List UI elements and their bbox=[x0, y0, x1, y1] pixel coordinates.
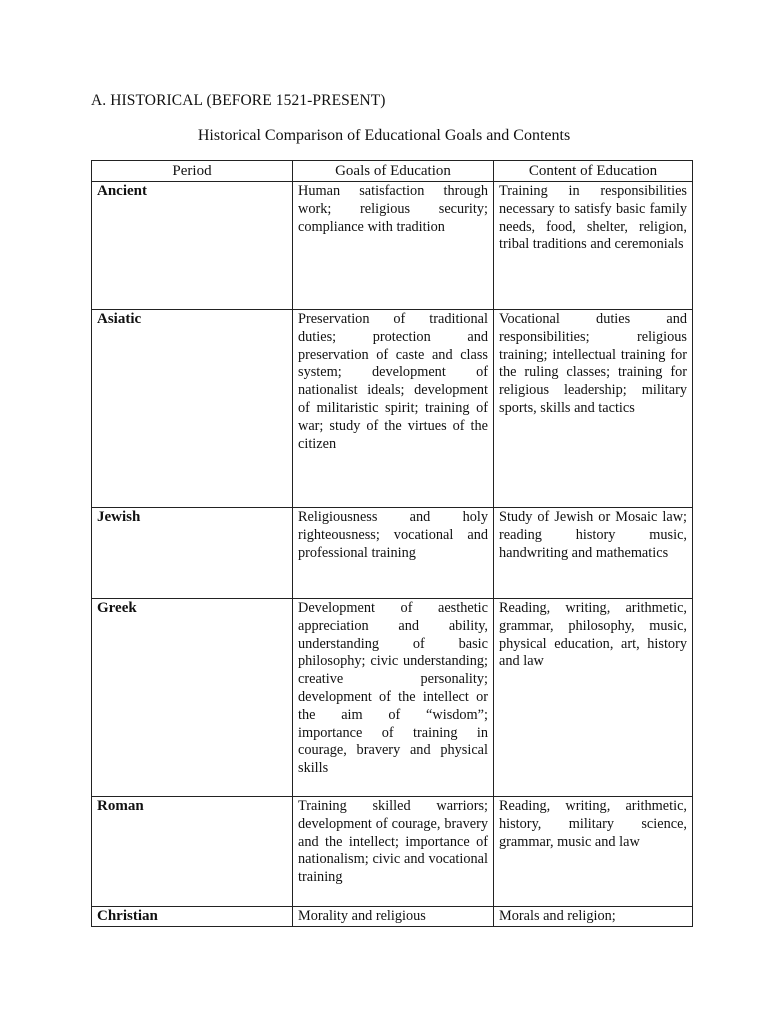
table-header-row bbox=[92, 161, 693, 182]
comparison-table bbox=[91, 160, 693, 927]
period-cell: Ancient bbox=[92, 182, 293, 310]
table-row bbox=[92, 182, 693, 310]
column-header-goals: Goals of Education bbox=[293, 161, 494, 182]
content-cell: Vocational duties and responsibilities; religious training; intellectual training for the ruling classes; training for religious leadership; military sports, skills and tactics bbox=[494, 310, 693, 508]
table-title: Historical Comparison of Educational Goals and Contents bbox=[197, 127, 571, 144]
period-cell: Jewish bbox=[92, 508, 293, 599]
goals-cell: Human satisfaction through work; religious security; compliance with tradition bbox=[293, 182, 494, 310]
content-cell: Study of Jewish or Mosaic law; reading history music, handwriting and mathematics bbox=[494, 508, 693, 599]
content-cell: Training in responsibilities necessary to satisfy basic family needs, food, shelter, religion, tribal traditions and ceremonials bbox=[494, 182, 693, 310]
content-cell: Reading, writing, arithmetic, grammar, philosophy, music, physical education, art, history and law bbox=[494, 599, 693, 797]
goals-cell: Morality and religious bbox=[293, 907, 494, 927]
content-cell: Reading, writing, arithmetic, history, military science, grammar, music and law bbox=[494, 797, 693, 907]
table-row bbox=[92, 599, 693, 797]
goals-cell: Preservation of traditional duties; protection and preservation of caste and class system; development of nationalist ideals; development of militaristic spirit; training of war; study of the virtues of the citizen bbox=[293, 310, 494, 508]
column-header-period: Period bbox=[92, 161, 293, 182]
goals-cell: Development of aesthetic appreciation and ability, understanding of basic philosophy; civic understanding; creative personality; development of the intellect or the aim of “wisdom”; importance of training in courage, bravery and physical skills bbox=[293, 599, 494, 797]
table-row bbox=[92, 797, 693, 907]
column-header-content: Content of Education bbox=[494, 161, 693, 182]
table-row bbox=[92, 508, 693, 599]
period-cell: Greek bbox=[92, 599, 293, 797]
table-row bbox=[92, 907, 693, 927]
content-cell: Morals and religion; bbox=[494, 907, 693, 927]
section-heading: A. HISTORICAL (BEFORE 1521-PRESENT) bbox=[91, 92, 386, 109]
period-cell: Asiatic bbox=[92, 310, 293, 508]
goals-cell: Training skilled warriors; development of courage, bravery and the intellect; importance of nationalism; civic and vocational training bbox=[293, 797, 494, 907]
period-cell: Roman bbox=[92, 797, 293, 907]
goals-cell: Religiousness and holy righteousness; vocational and professional training bbox=[293, 508, 494, 599]
table-row bbox=[92, 310, 693, 508]
period-cell: Christian bbox=[92, 907, 293, 927]
